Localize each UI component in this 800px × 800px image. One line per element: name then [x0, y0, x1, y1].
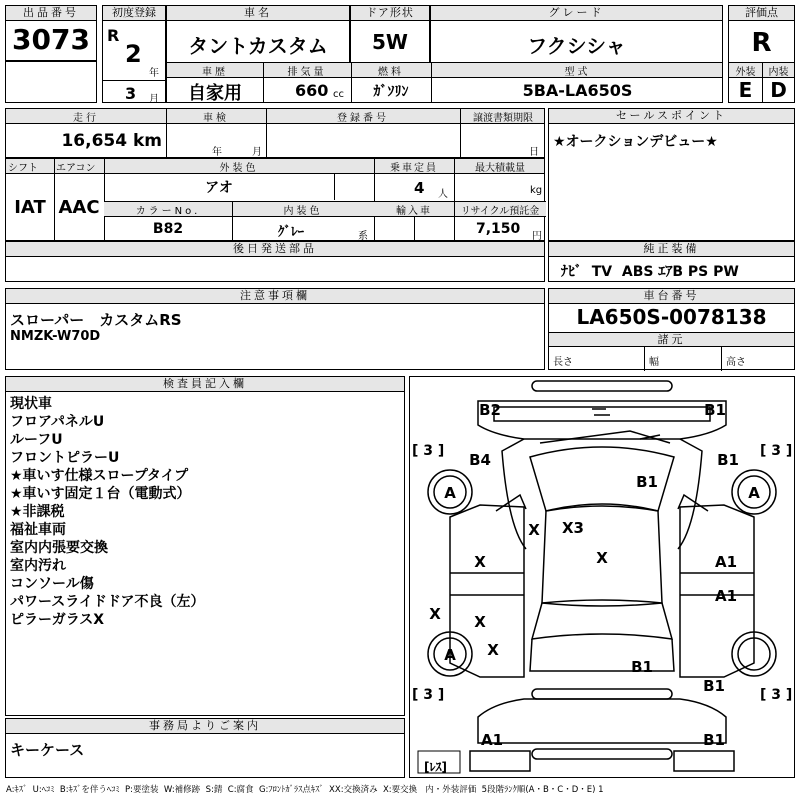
inspector-label: 検査員記入欄 — [6, 377, 404, 392]
color: アオ — [205, 180, 233, 196]
damage-mark: A1 — [714, 553, 738, 571]
inspector-line: 室内内張要交換 — [10, 540, 108, 556]
chassis-label: 車台番号 — [549, 289, 794, 304]
color-no: B82 — [152, 221, 184, 237]
sales-point: ★オークションデビュー★ — [553, 134, 718, 150]
spec-row — [5, 158, 545, 241]
later-parts-label: 後日発送部品 — [6, 242, 544, 257]
damage-mark: B1 — [704, 401, 726, 419]
recycle-unit: 円 — [532, 231, 542, 242]
inspector-line: ルーフU — [10, 432, 63, 448]
chassis-number: LA650S-0078138 — [576, 305, 767, 329]
recycle-fee: 7,150 — [476, 221, 521, 237]
lot-box — [5, 5, 97, 61]
int-color: ｸﾞﾚｰ — [278, 225, 304, 240]
tire-count: [ 3 ] — [760, 687, 793, 703]
ext-int-box — [728, 62, 795, 103]
later-parts-box — [5, 241, 545, 282]
damage-mark: X — [487, 641, 499, 659]
chassis-box — [548, 288, 795, 370]
inspector-line: ★非課税 — [10, 504, 65, 520]
legend: A:ｷｽﾞ U:ﾍｺﾐ B:ｷｽﾞを伴うﾍｺﾐ P:要塗装 W:補修跡 S:錆 C:腐食 G:ﾌﾛﾝﾄｶﾞﾗｽ点ｷｽﾞ XX:交換済み X:要交換 内・外装評価 5段階ﾗﾝｸ順(A・B・C・D・E) 1 — [6, 785, 604, 795]
mileage-label: 走行 — [73, 113, 99, 124]
notes-line2: NMZK-W70D — [10, 329, 101, 344]
capacity-label: 乗車定員 — [390, 163, 438, 174]
model: 5BA-LA650S — [522, 81, 633, 100]
grade-box — [430, 5, 723, 63]
damage-mark: B1 — [636, 473, 658, 491]
history-row — [166, 62, 723, 103]
sales-point-label: セールスポイント — [549, 109, 794, 124]
ac-label: エアコン — [56, 163, 96, 174]
ext-score: E — [738, 78, 753, 102]
damage-mark: A — [748, 484, 760, 502]
import-label: 輸入車 — [396, 206, 432, 217]
grade: フクシシャ — [527, 34, 626, 58]
first-reg-box — [102, 5, 166, 103]
inspector-line: ピラーガラスX — [10, 612, 105, 628]
damage-mark: B2 — [479, 401, 501, 419]
insp-month-unit: 月 — [252, 147, 262, 158]
recycle-label: リサイクル預託金 — [460, 206, 540, 217]
door-label: ドア形状 — [351, 6, 429, 21]
displacement-unit: cc — [333, 89, 344, 100]
month-unit: 月 — [149, 94, 159, 105]
inspector-line: 福祉車両 — [10, 522, 66, 538]
capacity-unit: 人 — [438, 189, 448, 200]
inspector-line: パワースライドドア不良（左） — [10, 594, 205, 610]
transfer-day-unit: 日 — [529, 147, 539, 158]
inspector-line: フロントピラーU — [10, 450, 120, 466]
length-label: 長さ — [553, 357, 573, 368]
year-unit: 年 — [149, 68, 159, 79]
car-name-box — [166, 5, 350, 63]
equipment: ﾅﾋﾞ TV ABS ｴｱB PS PW — [561, 264, 739, 280]
insp-year-unit: 年 — [212, 147, 222, 158]
lot-label: 出品番号 — [6, 6, 96, 21]
damage-mark: A1 — [480, 731, 504, 749]
tire-count: [ 3 ] — [412, 687, 445, 703]
score-label: 評価点 — [729, 6, 794, 21]
notes-label: 注意事項欄 — [6, 289, 544, 304]
damage-mark: X — [596, 549, 608, 567]
int-color-unit: 系 — [358, 231, 368, 242]
damage-mark: B1 — [631, 658, 653, 676]
damage-mark: A — [444, 646, 456, 664]
damage-mark: B1 — [717, 451, 739, 469]
reg-year: 2 — [125, 40, 142, 68]
car-diagram — [410, 377, 794, 777]
inspector-line: フロアパネルU — [10, 414, 105, 430]
car-diagram-box — [409, 376, 795, 778]
reg-number-label: 登録番号 — [337, 113, 389, 124]
inspection-label: 車検 — [203, 113, 229, 124]
era: R — [107, 26, 120, 45]
inspector-line: 現状車 — [10, 396, 52, 412]
load-unit: kg — [530, 185, 543, 196]
office-box — [5, 718, 405, 778]
reg-month: 3 — [125, 84, 137, 103]
door-box — [350, 5, 430, 63]
mileage: 16,654 km — [61, 131, 162, 151]
inspector-line: ★車いす固定１台（電動式） — [10, 486, 191, 502]
notes-box — [5, 288, 545, 370]
sales-point-box — [548, 108, 795, 241]
ac: AAC — [58, 197, 100, 218]
score: R — [751, 28, 772, 58]
capacity: 4 — [414, 179, 425, 197]
displacement-label: 排気量 — [287, 67, 327, 78]
displacement: 660 — [295, 81, 329, 100]
notes-line1: スローパー カスタムRS — [10, 311, 182, 329]
fuel-label: 燃料 — [378, 67, 404, 78]
lot-number: 3073 — [12, 23, 90, 56]
damage-mark: X — [474, 553, 486, 571]
int-label: 内装 — [768, 67, 789, 78]
inspector-line: 室内汚れ — [10, 558, 66, 574]
damage-mark: A — [444, 484, 456, 502]
int-score: D — [770, 78, 787, 102]
inspector-box — [5, 376, 405, 716]
transfer-label: 譲渡書類期限 — [473, 113, 533, 124]
shift: IAT — [14, 197, 46, 218]
door-type: 5W — [372, 30, 408, 54]
equipment-box — [548, 241, 795, 282]
ext-label: 外装 — [735, 67, 756, 78]
shift-label: シフト — [8, 163, 38, 174]
office-text: キーケース — [10, 741, 85, 759]
car-name: タントカスタム — [188, 34, 328, 58]
fuel: ｶﾞｿﾘﾝ — [373, 84, 409, 100]
damage-mark: B4 — [469, 451, 491, 469]
damage-mark: A1 — [714, 587, 738, 605]
damage-mark: X3 — [561, 519, 585, 537]
int-color-label: 内装色 — [283, 206, 323, 217]
damage-mark: B1 — [703, 677, 725, 695]
color-no-label: カラーNo. — [135, 206, 201, 217]
history-label: 車歴 — [202, 67, 228, 78]
damage-mark: X — [528, 521, 540, 539]
history: 自家用 — [188, 83, 242, 104]
lot-empty — [5, 61, 97, 103]
inspector-line: コンソール傷 — [10, 576, 94, 592]
damage-mark: B1 — [703, 731, 725, 749]
tire-count: [ 3 ] — [760, 443, 793, 459]
width-label: 幅 — [649, 357, 659, 368]
spare-tire: [ﾚｽ] — [424, 760, 447, 774]
color-label: 外装色 — [219, 163, 259, 174]
load-label: 最大積載量 — [475, 163, 525, 174]
model-label: 型式 — [564, 67, 591, 78]
office-label: 事務局よりご案内 — [6, 719, 404, 734]
score-box — [728, 5, 795, 63]
dims-label: 諸元 — [549, 332, 794, 347]
grade-label: グレード — [431, 6, 722, 21]
inspector-lines — [10, 395, 400, 629]
first-reg-label: 初度登録 — [103, 6, 165, 21]
inspector-line: ★車いす仕様スロープタイプ — [10, 468, 189, 484]
equipment-label: 純正装備 — [549, 242, 794, 257]
car-name-label: 車名 — [167, 6, 349, 21]
damage-mark: X — [474, 613, 486, 631]
damage-mark: X — [429, 605, 441, 623]
mileage-row — [5, 108, 545, 158]
height-label: 高さ — [726, 357, 746, 368]
tire-count: [ 3 ] — [412, 443, 445, 459]
